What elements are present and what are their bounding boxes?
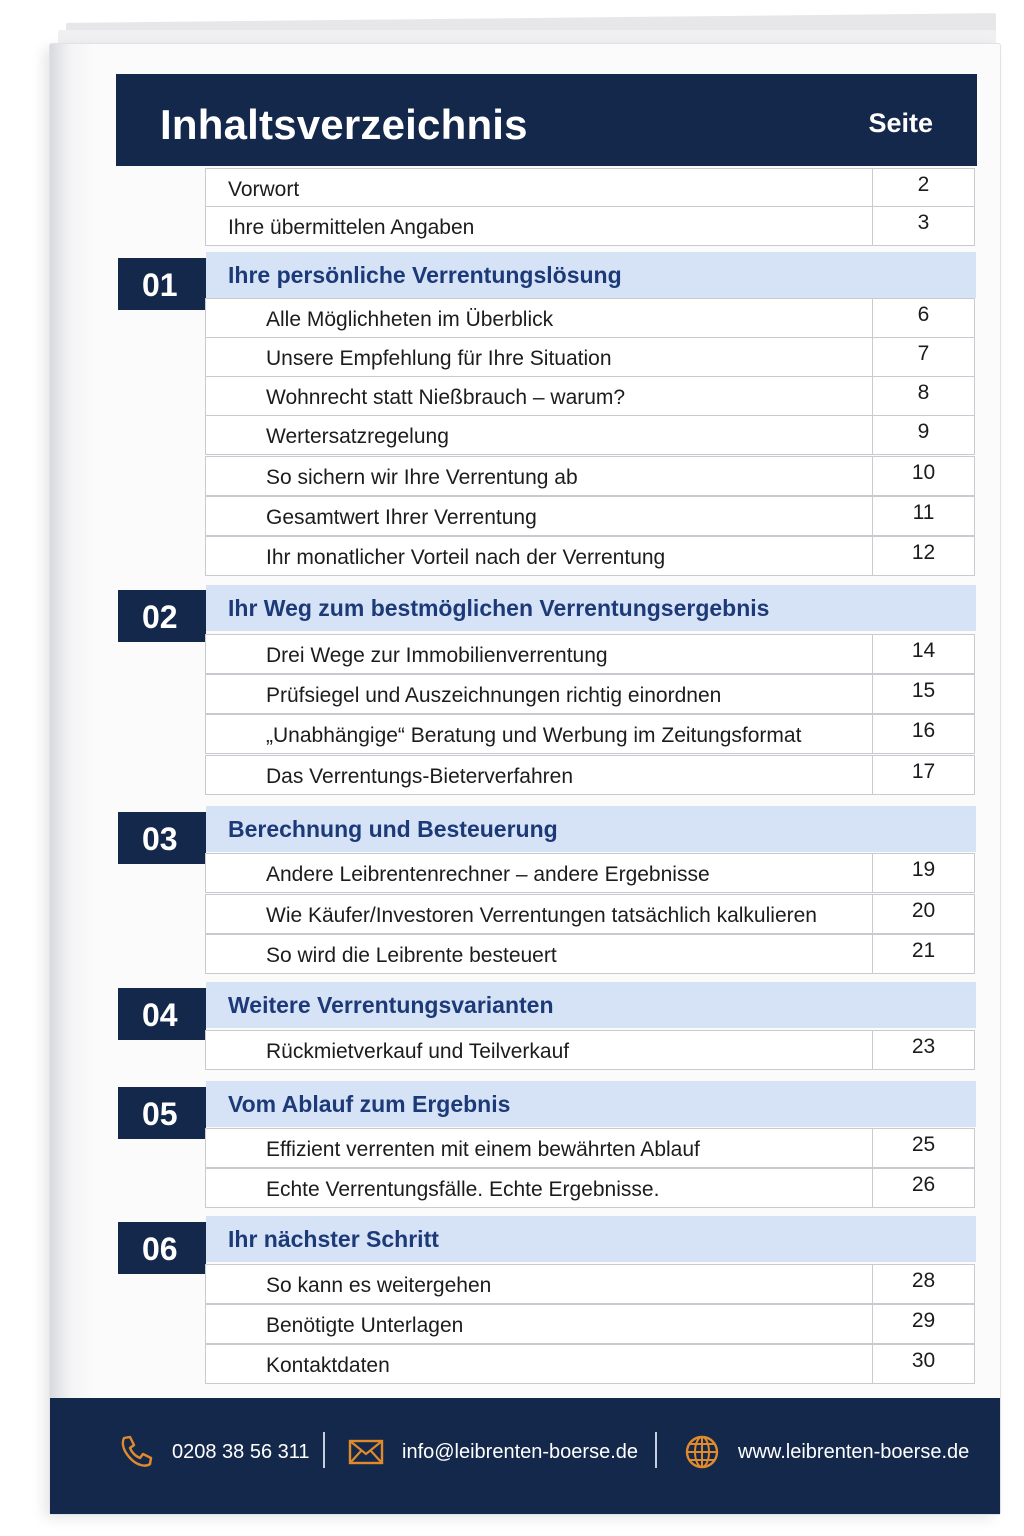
page-column-label: Seite bbox=[868, 108, 933, 138]
toc-row-page: 30 bbox=[872, 1345, 974, 1383]
toc-row-page: 17 bbox=[872, 756, 974, 794]
toc-row-label: Wie Käufer/Investoren Verrentungen tatsächlich kalkulieren bbox=[266, 904, 817, 927]
toc-row-label: Benötigte Unterlagen bbox=[266, 1314, 464, 1337]
toc-row-page: 16 bbox=[872, 715, 974, 753]
section-header-04[interactable] bbox=[206, 982, 976, 1028]
toc-row-page: 21 bbox=[872, 935, 974, 973]
section-number-06: 06 bbox=[118, 1222, 206, 1274]
toc-row-page: 3 bbox=[872, 207, 974, 245]
section-header-01[interactable] bbox=[206, 252, 976, 298]
section-number-05: 05 bbox=[118, 1087, 206, 1139]
toc-row-label: Effizient verrenten mit einem bewährten Ablauf bbox=[266, 1138, 700, 1161]
toc-row[interactable] bbox=[205, 1030, 975, 1070]
toc-row-page: 11 bbox=[872, 497, 974, 535]
toc-row-page: 10 bbox=[872, 457, 974, 495]
toc-row-label: Kontaktdaten bbox=[266, 1354, 390, 1377]
toc-row-label: So wird die Leibrente besteuert bbox=[266, 944, 557, 967]
section-number-01: 01 bbox=[118, 258, 206, 310]
toc-row[interactable] bbox=[205, 1128, 975, 1168]
toc-row-page: 9 bbox=[872, 416, 974, 454]
toc-row-page: 23 bbox=[872, 1031, 974, 1069]
toc-row[interactable] bbox=[205, 1168, 975, 1208]
toc-row-page: 2 bbox=[872, 169, 974, 207]
toc-row-angaben[interactable] bbox=[205, 206, 975, 246]
toc-row-label: So kann es weitergehen bbox=[266, 1274, 492, 1297]
toc-row-label: So sichern wir Ihre Verrentung ab bbox=[266, 466, 578, 489]
toc-row-page: 20 bbox=[872, 895, 974, 933]
book-spine-shading bbox=[50, 44, 96, 1514]
toc-row-page: 19 bbox=[872, 854, 974, 892]
section-header-02[interactable] bbox=[206, 585, 976, 631]
toc-row-page: 6 bbox=[872, 299, 974, 337]
toc-row[interactable] bbox=[205, 376, 975, 416]
toc-row-label: Wertersatzregelung bbox=[266, 425, 449, 448]
section-title: Ihr nächster Schritt bbox=[228, 1226, 439, 1252]
section-title: Weitere Verrentungsvarianten bbox=[228, 992, 554, 1018]
globe-icon bbox=[682, 1432, 722, 1472]
toc-row-label: Unsere Empfehlung für Ihre Situation bbox=[266, 347, 612, 370]
toc-row-label: Echte Verrentungsfälle. Echte Ergebnisse. bbox=[266, 1178, 660, 1201]
toc-row-label: Ihr monatlicher Vorteil nach der Verrentung bbox=[266, 546, 666, 569]
email-address: info@leibrenten-boerse.de bbox=[402, 1440, 639, 1463]
toc-row[interactable] bbox=[205, 1264, 975, 1304]
toc-row-label: Vorwort bbox=[228, 178, 300, 201]
toc-row-page: 25 bbox=[872, 1129, 974, 1167]
phone-icon bbox=[116, 1432, 156, 1472]
phone-number: 0208 38 56 311 bbox=[172, 1440, 310, 1463]
toc-row-label: Das Verrentungs-Bieterverfahren bbox=[266, 765, 573, 788]
toc-row-page: 12 bbox=[872, 537, 974, 575]
section-title: Berechnung und Besteuerung bbox=[228, 816, 558, 842]
toc-row[interactable] bbox=[205, 1304, 975, 1344]
footer-email[interactable] bbox=[346, 1432, 638, 1472]
section-number-04: 04 bbox=[118, 988, 206, 1040]
footer-divider bbox=[323, 1432, 325, 1468]
toc-row[interactable] bbox=[205, 934, 975, 974]
toc-header bbox=[116, 74, 977, 166]
toc-row[interactable] bbox=[205, 298, 975, 338]
section-title: Vom Ablauf zum Ergebnis bbox=[228, 1091, 511, 1117]
toc-row-page: 26 bbox=[872, 1169, 974, 1207]
toc-row-label: Prüfsiegel und Auszeichnungen richtig einordnen bbox=[266, 684, 722, 707]
toc-row-vorwort[interactable] bbox=[205, 168, 975, 208]
section-number-03: 03 bbox=[118, 812, 206, 864]
toc-row-label: Ihre übermittelen Angaben bbox=[228, 216, 475, 239]
toc-row-label: Alle Möglichheten im Überblick bbox=[266, 308, 554, 331]
toc-row[interactable] bbox=[205, 674, 975, 714]
section-header-06[interactable] bbox=[206, 1216, 976, 1262]
toc-row[interactable] bbox=[205, 755, 975, 795]
toc-row-label: Wohnrecht statt Nießbrauch – warum? bbox=[266, 386, 626, 409]
toc-row[interactable] bbox=[205, 415, 975, 455]
toc-row-page: 15 bbox=[872, 675, 974, 713]
toc-row-label: „Unabhängige“ Beratung und Werbung im Zeitungsformat bbox=[266, 724, 802, 747]
section-header-03[interactable] bbox=[206, 806, 976, 852]
section-number-02: 02 bbox=[118, 590, 206, 642]
toc-row-page: 7 bbox=[872, 338, 974, 376]
section-title: Ihre persönliche Verrentungslösung bbox=[228, 262, 622, 288]
contact-footer bbox=[50, 1398, 1000, 1514]
toc-row-page: 8 bbox=[872, 377, 974, 415]
toc-row[interactable] bbox=[205, 1344, 975, 1384]
toc-row[interactable] bbox=[205, 853, 975, 893]
footer-divider bbox=[655, 1432, 657, 1468]
toc-row[interactable] bbox=[205, 496, 975, 536]
website-url: www.leibrenten-boerse.de bbox=[738, 1440, 970, 1463]
footer-phone[interactable] bbox=[116, 1432, 310, 1472]
toc-row-page: 28 bbox=[872, 1265, 974, 1303]
toc-row[interactable] bbox=[205, 536, 975, 576]
toc-row[interactable] bbox=[205, 894, 975, 934]
toc-row-label: Gesamtwert Ihrer Verrentung bbox=[266, 506, 537, 529]
toc-row[interactable] bbox=[205, 634, 975, 674]
toc-row-label: Rückmietverkauf und Teilverkauf bbox=[266, 1040, 570, 1063]
toc-row-label: Drei Wege zur Immobilienverrentung bbox=[266, 644, 608, 667]
envelope-icon bbox=[346, 1432, 386, 1472]
toc-row-label: Andere Leibrentenrechner – andere Ergebnisse bbox=[266, 863, 710, 886]
toc-row[interactable] bbox=[205, 714, 975, 754]
section-header-05[interactable] bbox=[206, 1081, 976, 1127]
toc-row-page: 14 bbox=[872, 635, 974, 673]
footer-website[interactable] bbox=[682, 1432, 969, 1472]
section-title: Ihr Weg zum bestmöglichen Verrentungsergebnis bbox=[228, 595, 770, 621]
toc-row-page: 29 bbox=[872, 1305, 974, 1343]
toc-row[interactable] bbox=[205, 337, 975, 377]
page-title: Inhaltsverzeichnis bbox=[160, 101, 528, 148]
toc-row[interactable] bbox=[205, 456, 975, 496]
